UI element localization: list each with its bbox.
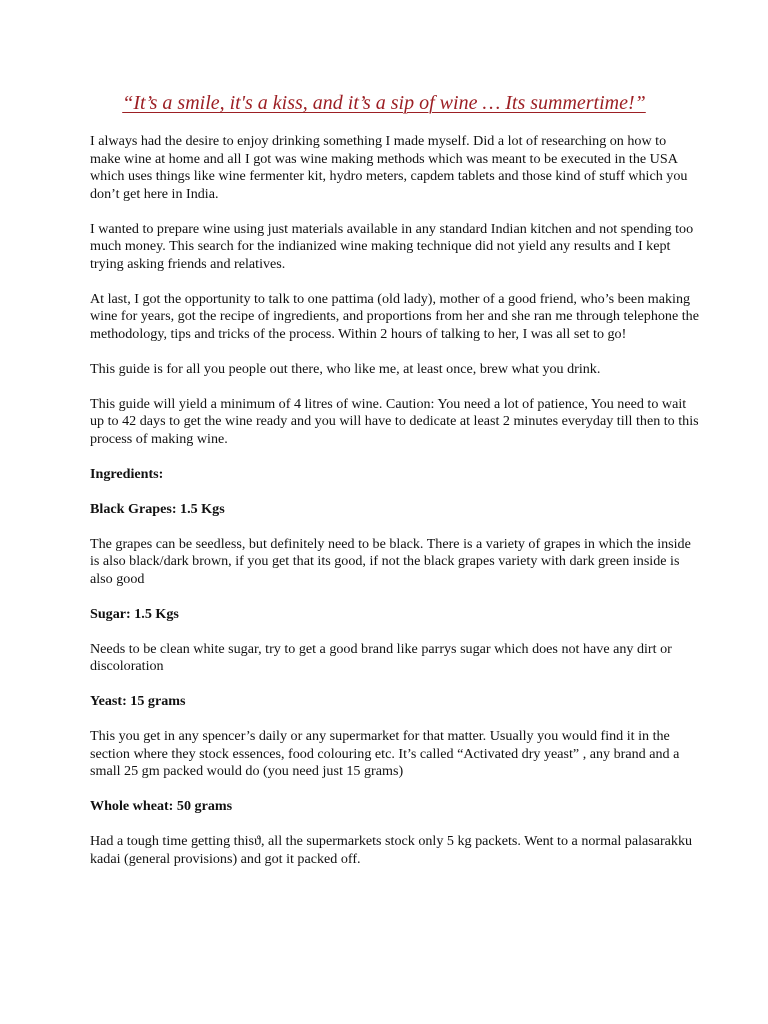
intro-paragraph-2: I wanted to prepare wine using just materials available in any standard Indian kitchen and not spending too much money. This search for the indianized wine making technique did not yield any results and I kept trying asking friends and relatives.	[90, 220, 694, 272]
paragraph-spacer	[90, 483, 700, 501]
paragraph-spacer	[90, 623, 700, 641]
ingredient-heading-sugar: Sugar: 1.5 Kgs	[90, 605, 179, 622]
paragraph-spacer	[90, 711, 700, 729]
ingredient-heading-grapes: Black Grapes: 1.5 Kgs	[90, 500, 225, 517]
paragraph-spacer	[90, 676, 700, 694]
ingredient-text-sugar: Needs to be clean white sugar, try to get a good brand like parrys sugar which does not have any dirt or discoloration	[90, 640, 672, 674]
paragraph-spacer	[90, 378, 700, 396]
ingredient-text-wheat: Had a tough time getting thisϑ, all the supermarkets stock only 5 kg packets. Went to a normal palasarakku kadai (general provisions) and got it packed off.	[90, 833, 693, 867]
paragraph-spacer	[90, 448, 700, 466]
intro-paragraph-5: This guide will yield a minimum of 4 litres of wine. Caution: You need a lot of patience, You need to wait up to 42 days to get the wine ready and you will have to dedicate at least 2 minutes everyday till then to this process of making wine.	[90, 395, 699, 447]
intro-paragraph-4: This guide is for all you people out there, who like me, at least once, brew what you drink.	[90, 360, 601, 377]
page-title: “It’s a smile, it's a kiss, and it’s a sip of wine … Its summertime!”	[122, 92, 646, 114]
paragraph-spacer	[90, 203, 700, 221]
intro-paragraph-1: I always had the desire to enjoy drinking something I made myself. Did a lot of researching on how to make wine at home and all I got was wine making methods which was meant to be executed in the USA which uses things like wine fermenter kit, hydro meters, capdem tablets and those kind of stuff which you don’t get here in India.	[90, 133, 688, 202]
paragraph-spacer	[90, 518, 700, 536]
paragraph-spacer	[90, 588, 700, 606]
paragraph-spacer	[90, 816, 700, 834]
paragraph-spacer	[90, 781, 700, 799]
ingredient-heading-wheat: Whole wheat: 50 grams	[90, 798, 233, 814]
document-body	[90, 133, 700, 868]
ingredient-heading-yeast: Yeast: 15 grams	[90, 693, 186, 709]
intro-paragraph-3: At last, I got the opportunity to talk to one pattima (old lady), mother of a good friend, who’s been making wine for years, got the recipe of ingredients, and proportions from her and she ran me through telephone the methodology, tips and tricks of the process. Within 2 hours of talking to her, I was all set to go!	[90, 290, 699, 342]
paragraph-spacer	[90, 273, 700, 291]
paragraph-spacer	[90, 343, 700, 361]
ingredient-text-yeast: This you get in any spencer’s daily or any supermarket for that matter. Usually you would find it in the section where they stock essences, food colouring etc. It’s called “Activated dry yeast” , any brand and a small 25 gm packed would do (you need just 15 grams)	[90, 728, 680, 779]
ingredient-text-grapes: The grapes can be seedless, but definitely need to be black. There is a variety of grapes in which the inside is also black/dark brown, if you get that its good, if not the black grapes variety with dark green inside is also good	[90, 535, 691, 587]
ingredients-heading: Ingredients:	[90, 465, 164, 482]
